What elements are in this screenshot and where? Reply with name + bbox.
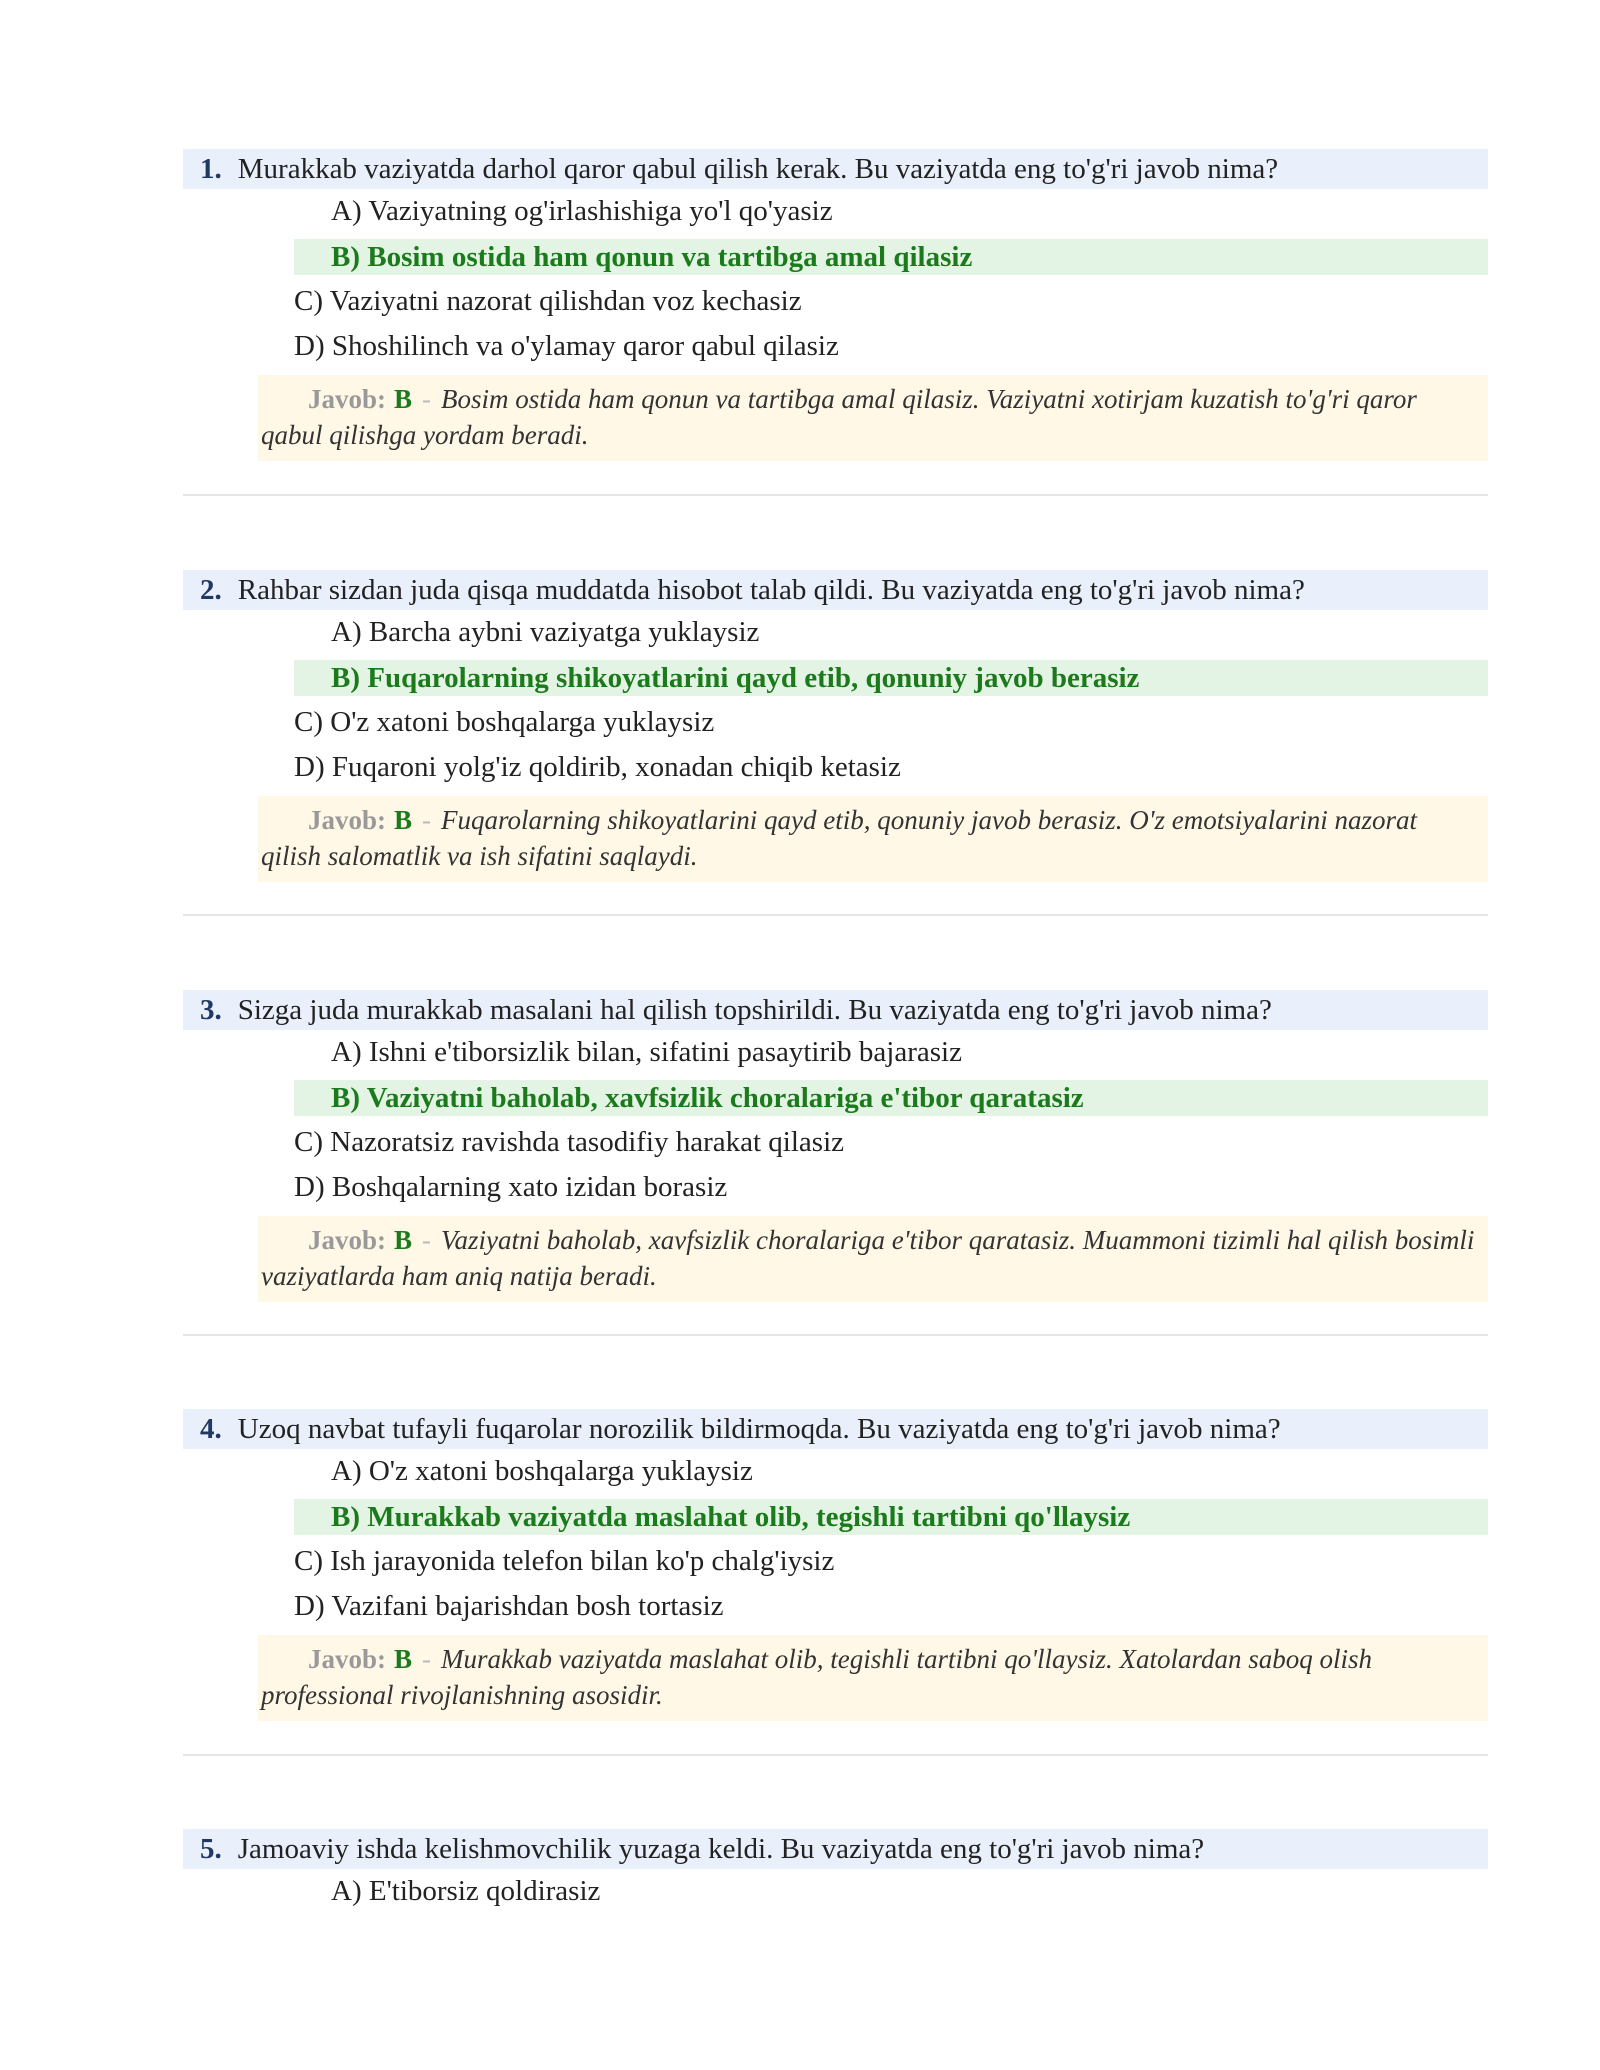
answer-dash: - [422,805,432,835]
answer-dash: - [422,384,432,414]
answer-letter: B [394,1225,413,1255]
question-block [183,149,1488,461]
option-a: A) Ishni e'tiborsizlik bilan, sifatini pasaytirib bajarasiz [331,1036,962,1068]
option-a: A) Vaziyatning og'irlashishiga yo'l qo'yasiz [331,195,833,227]
question-number: 4. [200,1413,222,1445]
question-header [183,149,1488,189]
option-a: A) Barcha aybni vaziyatga yuklaysiz [331,616,760,648]
option-a: A) O'z xatoni boshqalarga yuklaysiz [331,1455,753,1487]
divider [183,914,1488,916]
answer-label: Javob: [308,805,387,835]
answer-explanation: Vaziyatni baholab, xavfsizlik choralariga e'tibor qaratasiz. Muammoni tizimli hal qilish bosimli vaziyatlarda ham aniq natija beradi. [261,1225,1475,1291]
option-d: D) Fuqaroni yolg'iz qoldirib, xonadan chiqib ketasiz [294,751,901,783]
question-number: 3. [200,994,222,1026]
answer-explanation: Bosim ostida ham qonun va tartibga amal qilasiz. Vaziyatni xotirjam kuzatish to'g'ri qaror qabul qilishga yordam beradi. [261,384,1417,450]
answer-box [258,375,1488,461]
divider [183,1334,1488,1336]
question-text: Uzoq navbat tufayli fuqarolar norozilik bildirmoqda. Bu vaziyatda eng to'g'ri javob nima? [237,1413,1281,1445]
question-block [183,1829,1488,1914]
option-a: A) E'tiborsiz qoldirasiz [331,1875,601,1907]
option-b-correct: B) Fuqarolarning shikoyatlarini qayd etib, qonuniy javob berasiz [294,660,1488,696]
answer-dash: - [422,1225,432,1255]
option-c: C) Nazoratsiz ravishda tasodifiy harakat qilasiz [294,1126,844,1158]
answer-box [258,796,1488,882]
question-block [183,570,1488,882]
answer-dash: - [422,1644,432,1674]
option-d: D) Vazifani bajarishdan bosh tortasiz [294,1590,724,1622]
answer-label: Javob: [308,384,387,414]
question-text: Jamoaviy ishda kelishmovchilik yuzaga keldi. Bu vaziyatda eng to'g'ri javob nima? [237,1833,1205,1865]
answer-explanation: Fuqarolarning shikoyatlarini qayd etib, qonuniy javob berasiz. O'z emotsiyalarini nazorat qilish salomatlik va ish sifatini saqlaydi. [261,805,1418,871]
question-number: 1. [200,153,222,185]
question-header [183,990,1488,1030]
option-b-correct: B) Murakkab vaziyatda maslahat olib, tegishli tartibni qo'llaysiz [294,1499,1488,1535]
answer-letter: B [394,805,413,835]
question-text: Rahbar sizdan juda qisqa muddatda hisobot talab qildi. Bu vaziyatda eng to'g'ri javob nima? [237,574,1305,606]
option-d: D) Boshqalarning xato izidan borasiz [294,1171,728,1203]
answer-label: Javob: [308,1225,387,1255]
option-b-correct: B) Bosim ostida ham qonun va tartibga amal qilasiz [294,239,1488,275]
question-number: 5. [200,1833,222,1865]
divider [183,1754,1488,1756]
question-header [183,570,1488,610]
option-b-correct: B) Vaziyatni baholab, xavfsizlik choralariga e'tibor qaratasiz [294,1080,1488,1116]
answer-letter: B [394,1644,413,1674]
question-header [183,1409,1488,1449]
option-c: C) O'z xatoni boshqalarga yuklaysiz [294,706,715,738]
answer-explanation: Murakkab vaziyatda maslahat olib, tegishli tartibni qo'llaysiz. Xatolardan saboq olish professional rivojlanishning asosidir. [261,1644,1373,1710]
option-d: D) Shoshilinch va o'ylamay qaror qabul qilasiz [294,330,839,362]
option-c: C) Vaziyatni nazorat qilishdan voz kechasiz [294,285,802,317]
question-text: Sizga juda murakkab masalani hal qilish topshirildi. Bu vaziyatda eng to'g'ri javob nima? [237,994,1272,1026]
answer-box [258,1216,1488,1302]
answer-letter: B [394,384,413,414]
answer-box [258,1635,1488,1721]
question-header [183,1829,1488,1869]
question-number: 2. [200,574,222,606]
option-c: C) Ish jarayonida telefon bilan ko'p chalg'iysiz [294,1545,835,1577]
question-text: Murakkab vaziyatda darhol qaror qabul qilish kerak. Bu vaziyatda eng to'g'ri javob nima? [237,153,1279,185]
answer-label: Javob: [308,1644,387,1674]
question-block [183,990,1488,1302]
divider [183,494,1488,496]
question-block [183,1409,1488,1721]
